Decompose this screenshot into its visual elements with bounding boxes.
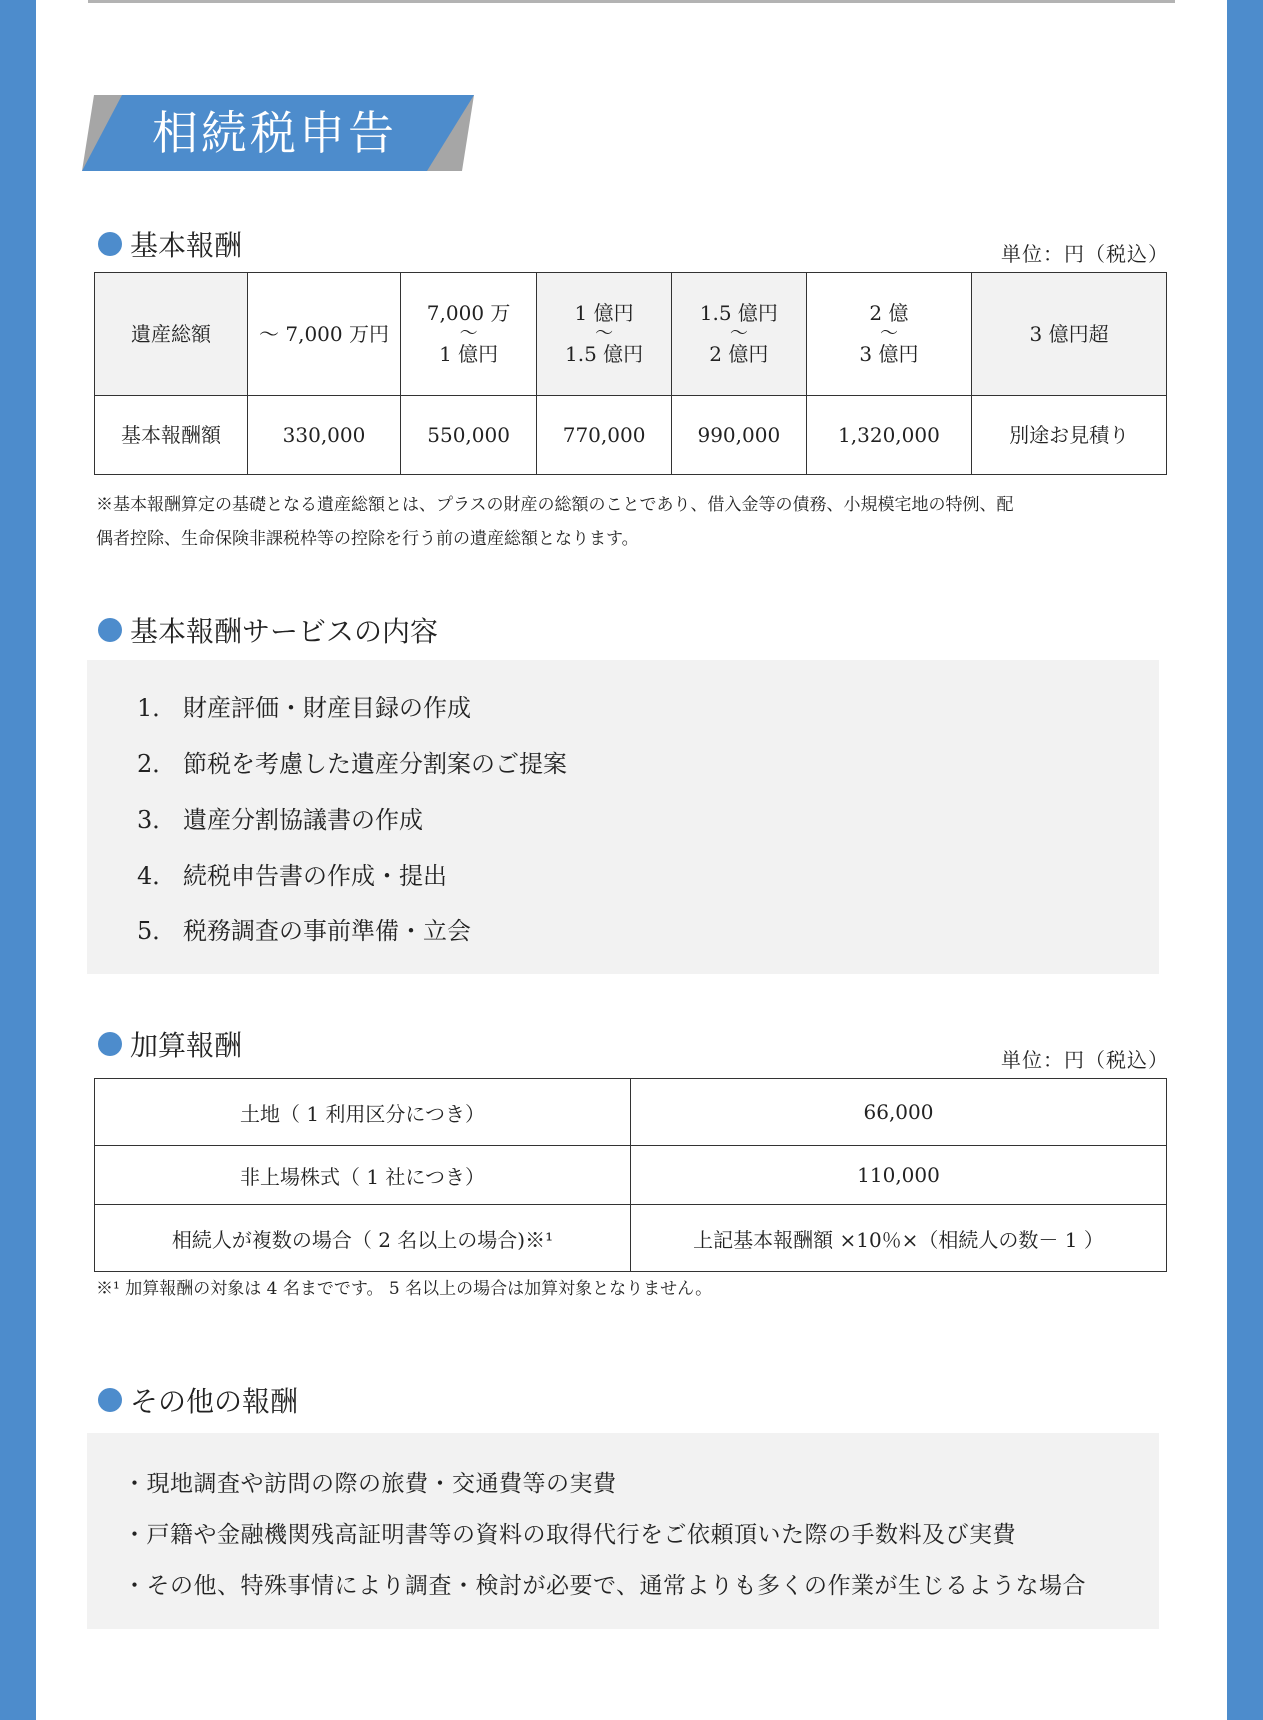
basic-fee-title: 基本報酬 [130,229,243,262]
item-number: 2． [137,750,177,778]
table-row [95,1079,1167,1146]
additional-fee-heading [98,1026,242,1062]
services-title: 基本報酬サービスの内容 [130,615,439,648]
range-top: 1 億円 [574,301,634,325]
range-separator: ～ [879,323,898,344]
range-bottom: 1.5 億円 [565,342,644,366]
right-border-bar [1227,0,1263,1720]
bullet-dot-icon [98,618,122,642]
range-top: 3 億円超 [1029,321,1109,346]
additional-item-cell: 土地（ 1 利用区分につき） [95,1079,631,1146]
range-bottom: 3 億円 [859,342,919,366]
item-text: 税務調査の事前準備・立会 [183,917,471,945]
item-number: 4． [137,862,177,890]
row-label-basic-fee: 基本報酬額 [95,396,248,475]
table-row [95,1205,1167,1272]
list-item [137,800,423,835]
table-row [95,396,1167,475]
range-cell [248,273,401,396]
services-heading [98,612,438,648]
additional-fee-cell: 上記基本報酬額 ×10％×（相続人の数－ 1 ） [631,1205,1167,1272]
list-item [137,744,567,779]
range-top: 1.5 億円 [699,301,778,325]
basic-unit-label: 単位：円（税込） [1001,242,1169,266]
additional-item-cell: 非上場株式（ 1 社につき） [95,1146,631,1205]
list-item: ・現地調査や訪問の際の旅費・交通費等の実費 [123,1471,617,1497]
fee-cell: 1,320,000 [806,396,971,475]
range-separator: ～ [729,323,748,344]
range-cell [537,273,672,396]
fee-cell: 770,000 [537,396,672,475]
range-bottom: 2 億円 [709,342,769,366]
range-cell [806,273,971,396]
range-top: ～ 7,000 万円 [259,321,389,346]
item-text: 続税申告書の作成・提出 [183,862,447,890]
bullet-dot-icon [98,1388,122,1412]
bullet-dot-icon [98,1032,122,1056]
bullet-dot-icon [98,232,122,256]
additional-fee-table [94,1078,1167,1272]
list-item [137,911,471,946]
list-item: ・戸籍や金融機関残高証明書等の資料の取得代行をご依頼頂いた際の手数料及び実費 [123,1522,1016,1548]
range-cell [671,273,806,396]
item-number: 3． [137,806,177,834]
fee-cell: 330,000 [248,396,401,475]
additional-item-cell: 相続人が複数の場合（ 2 名以上の場合)※¹ [95,1205,631,1272]
row-label-estate-total: 遺産総額 [95,273,248,396]
other-fee-heading [98,1382,298,1418]
note-line: 偶者控除、生命保険非課税枠等の控除を行う前の遺産総額となります。 [96,529,639,549]
range-top: 7,000 万 [426,301,511,325]
range-top: 2 億 [869,301,909,325]
list-item [137,688,471,723]
note-line: ※基本報酬算定の基礎となる遺産総額とは、プラスの財産の総額のことであり、借入金等の債務、小規模宅地の特例、配 [96,495,1014,515]
list-item: ・その他、特殊事情により調査・検討が必要で、通常よりも多くの作業が生じるような場合 [123,1573,1087,1599]
table-row [95,1146,1167,1205]
left-border-bar [0,0,36,1720]
other-fee-title: その他の報酬 [130,1385,299,1418]
range-separator: ～ [459,323,478,344]
item-number: 5． [137,917,177,945]
basic-fee-heading [98,226,242,262]
fee-cell: 990,000 [671,396,806,475]
other-fee-panel [87,1433,1159,1629]
additional-fee-note: ※¹ 加算報酬の対象は 4 名までです。 5 名以上の場合は加算対象となりません。 [96,1279,713,1299]
additional-unit-label: 単位：円（税込） [1001,1048,1169,1072]
top-divider [88,0,1175,3]
item-text: 財産評価・財産目録の作成 [183,694,471,722]
services-panel [87,660,1159,974]
basic-fee-note [96,488,1176,556]
basic-fee-table [94,272,1167,475]
additional-fee-title: 加算報酬 [130,1029,243,1062]
range-cell [401,273,537,396]
list-item [137,856,447,891]
fee-cell: 別途お見積り [972,396,1167,475]
fee-cell: 550,000 [401,396,537,475]
range-cell [972,273,1167,396]
page-title: 相続税申告 [152,106,397,160]
section-banner [82,95,474,171]
item-text: 遺産分割協議書の作成 [183,806,423,834]
additional-fee-cell: 110,000 [631,1146,1167,1205]
additional-fee-cell: 66,000 [631,1079,1167,1146]
item-text: 節税を考慮した遺産分割案のご提案 [183,750,567,778]
item-number: 1． [137,694,177,722]
range-separator: ～ [595,323,614,344]
range-bottom: 1 億円 [439,342,499,366]
table-row [95,273,1167,396]
